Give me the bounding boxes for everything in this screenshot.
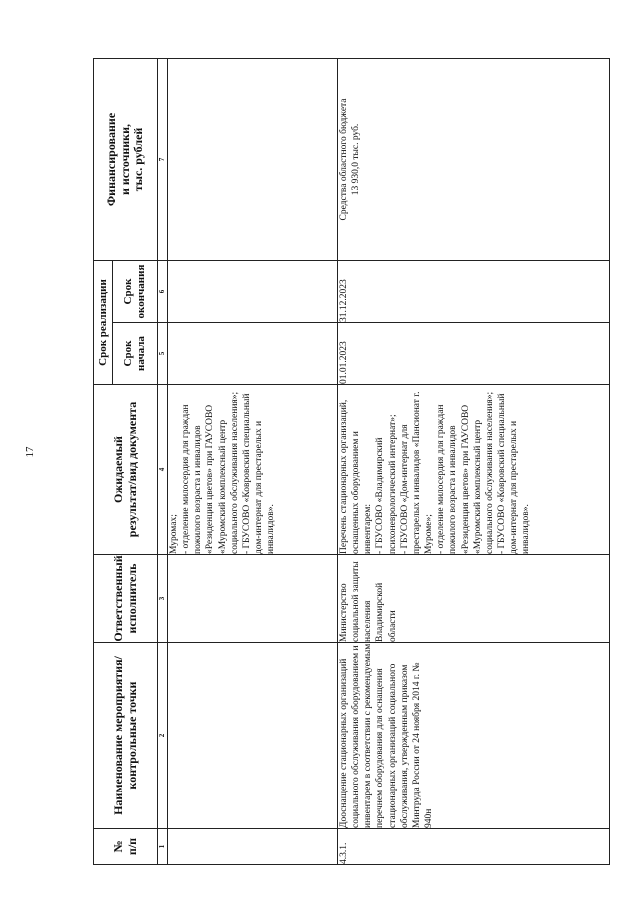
row-end [168, 260, 338, 322]
row-financing: Средства областного бюджета 13 930,0 тыс. руб. [338, 58, 610, 260]
row-name: Дооснащение стационарных организаций социального обслуживания оборудованием и инвентарем в соответствии с рекомендуемым перечнем оборудования для оснащения стационарных организаций социального обслуживания, утвержденным приказом Минтруда России от 24 ноября 2014 г. № 940н [338, 643, 610, 829]
page-number: 17 [24, 446, 36, 458]
row-financing [168, 58, 338, 260]
column-number: 1 [158, 829, 168, 865]
header-name: Наименование мероприятия/ контрольные точки [94, 643, 158, 829]
column-number-row [158, 58, 168, 864]
column-number: 4 [158, 385, 168, 555]
activities-table [93, 58, 610, 865]
row-executor: Министерство социальной защиты населения Владимирской области [338, 555, 610, 643]
header-num: № п/п [94, 829, 158, 865]
row-result: Муромах; - отделение милосердия для граждан пожилого возраста и инвалидов «Резиденция цветов» при ГАУСОВО «Муромский комплексный центр социального обслуживания населения»; - ГБУСОВО «Ковровский специальный дом-интернат для престарелых и инвалидов». [168, 385, 338, 555]
header-financing: Финансирование и источники, тыс. рублей [94, 58, 158, 260]
row-start [168, 323, 338, 385]
table-row [338, 58, 610, 864]
header-executor: Ответственный исполнитель [94, 555, 158, 643]
row-executor [168, 555, 338, 643]
header-end: Срок окончания [113, 260, 158, 322]
row-num: 4.3.1. [338, 829, 610, 865]
row-num [168, 829, 338, 865]
column-number: 7 [158, 58, 168, 260]
header-start: Срок начала [113, 323, 158, 385]
column-number: 5 [158, 323, 168, 385]
row-name [168, 643, 338, 829]
column-number: 2 [158, 643, 168, 829]
row-end: 31.12.2023 [338, 260, 610, 322]
rotated-table-container [93, 59, 609, 865]
column-number: 6 [158, 260, 168, 322]
header-result: Ожидаемый результат/вид документа [94, 385, 158, 555]
header-period-group: Срок реализации [94, 260, 113, 384]
table-row [168, 58, 338, 864]
row-start: 01.01.2023 [338, 323, 610, 385]
column-number: 3 [158, 555, 168, 643]
row-result: Перечень стационарных организаций, оснащенных оборудованием и инвентарем: - ГБУСОВО «Владимирский психоневрологический интернат»; - ГБУСОВО «Дом-интернат для престарелых и инвалидов «Пансионат г. Муроме»; - отделение милосердия для граждан пожилого возраста и инвалидов «Резиденция цветов» при ГАУСОВО «Муромский комплексный центр социального обслуживания населения»; - ГБУСОВО «Ковровский специальный дом-интернат для престарелых и инвалидов». [338, 385, 610, 555]
